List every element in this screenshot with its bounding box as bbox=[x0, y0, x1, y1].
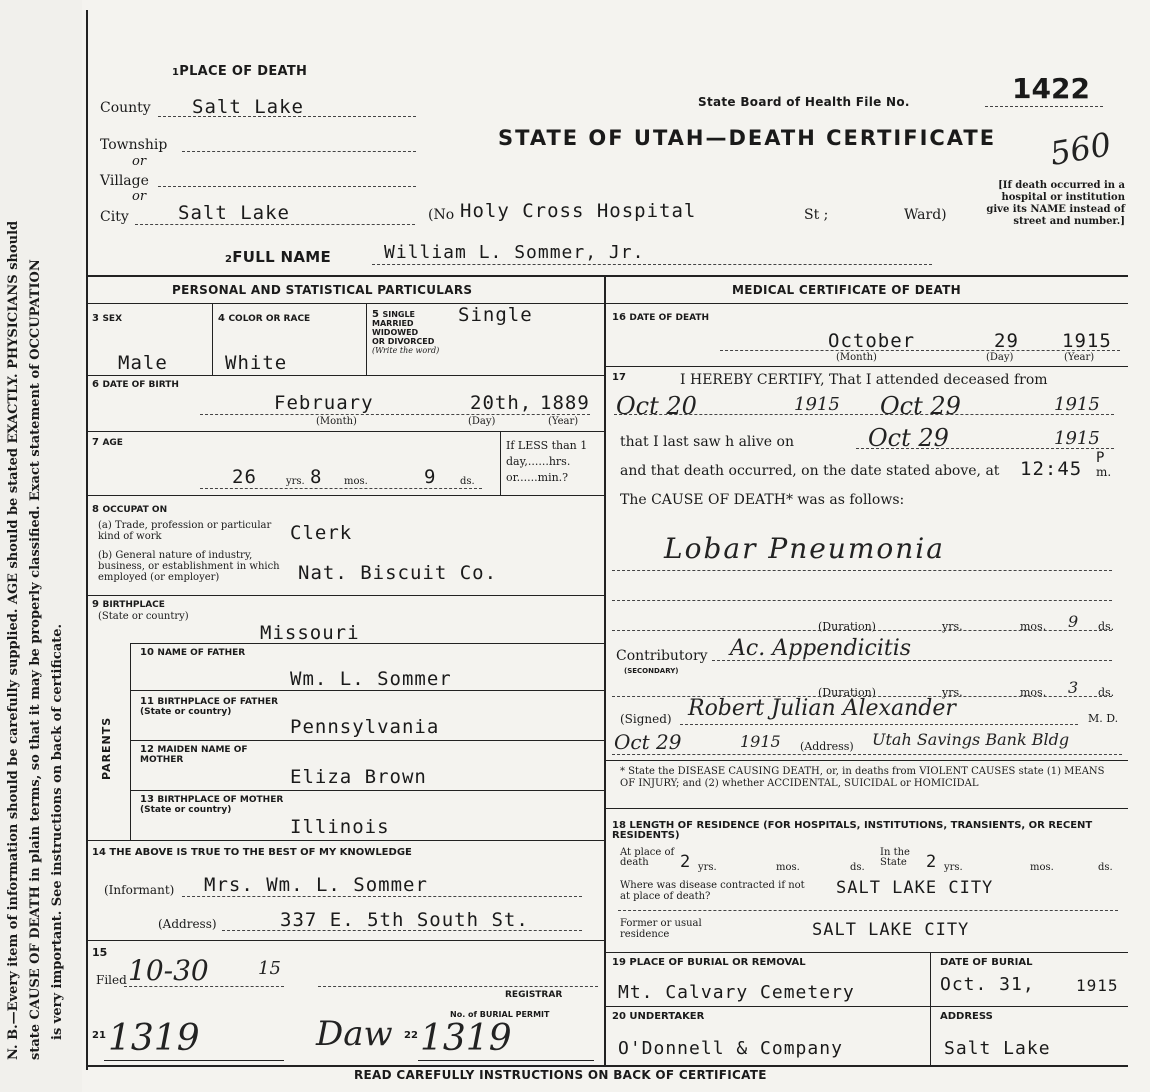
hospital-note: [If death occurred in a hospital or institution give its NAME instead of street and number.] bbox=[986, 180, 1125, 227]
contrib-mos: mos. bbox=[1020, 686, 1047, 699]
rule-section-header bbox=[88, 303, 1128, 304]
duration-label: (Duration) bbox=[818, 620, 876, 633]
occupation-label: 8 OCCUPAT ON bbox=[92, 504, 168, 515]
ds-unit: ds. bbox=[460, 476, 475, 487]
sidebar-line-1: N. B.—Every item of information should be carefully supplied. AGE should be stated EXACTLY. PHYSICIANS should bbox=[6, 220, 21, 1060]
last-saw-text: that I last saw h alive on bbox=[620, 434, 794, 450]
full-name-label: 2FULL NAME bbox=[225, 248, 332, 266]
in-state-years: 2 bbox=[926, 852, 938, 872]
contributory-value: Ac. Appendicitis bbox=[730, 636, 912, 661]
age-line bbox=[200, 488, 482, 489]
contracted-value: SALT LAKE CITY bbox=[836, 878, 994, 898]
registrar-line bbox=[318, 986, 598, 987]
attended-from: Oct 20 bbox=[616, 392, 697, 420]
rule-father-bp-top bbox=[130, 690, 604, 691]
burial-date-label: DATE OF BURIAL bbox=[940, 957, 1033, 968]
former-residence-label: Former or usual residence bbox=[620, 918, 702, 940]
instructions-sidebar bbox=[0, 0, 82, 1092]
place-of-death-label: 1PLACE OF DEATH bbox=[172, 64, 308, 79]
filed-year: 15 bbox=[258, 958, 281, 979]
field-17-number: 17 bbox=[612, 372, 626, 383]
race-divider bbox=[366, 303, 367, 375]
dob-year-caption: (Year) bbox=[548, 416, 579, 427]
burial-year: 1915 bbox=[1076, 976, 1119, 995]
undertaker-value: O'Donnell & Company bbox=[618, 1038, 843, 1059]
rule-residence-top bbox=[604, 808, 1128, 809]
village-line bbox=[158, 186, 416, 187]
rule-filed-top bbox=[88, 940, 604, 941]
birthplace-sub: (State or country) bbox=[98, 611, 189, 622]
medical-section-title: MEDICAL CERTIFICATE OF DEATH bbox=[732, 283, 961, 297]
death-occurred-text: and that death occurred, on the date stated above, at bbox=[620, 463, 1000, 479]
rule-burial-top bbox=[604, 952, 1128, 953]
attended-to: Oct 29 bbox=[880, 392, 961, 420]
filed-label: Filed bbox=[96, 973, 127, 987]
dod-day: 29 bbox=[994, 330, 1019, 352]
age-years: 26 bbox=[232, 466, 257, 488]
sex-label: 3 SEX bbox=[92, 313, 123, 324]
st-label: St ; bbox=[804, 207, 829, 223]
dob-year: 1889 bbox=[540, 392, 590, 414]
informant-label: (Informant) bbox=[104, 883, 175, 897]
cause-value: Lobar Pneumonia bbox=[664, 532, 945, 565]
burial-place-value: Mt. Calvary Cemetery bbox=[618, 982, 855, 1003]
signed-year: 1915 bbox=[740, 732, 781, 751]
cause-line-2 bbox=[612, 600, 1112, 601]
at-place-years: 2 bbox=[680, 852, 692, 872]
dod-line bbox=[720, 350, 1120, 351]
township-label: Township bbox=[100, 137, 168, 153]
dob-day: 20th, bbox=[470, 392, 533, 414]
registrar-signature: Daw bbox=[316, 1014, 393, 1054]
county-value: Salt Lake bbox=[192, 96, 304, 118]
or-text-1: or bbox=[132, 154, 147, 169]
cause-footnote: * State the DISEASE CAUSING DEATH, or, in deaths from VIOLENT CAUSES state (1) MEANS OF INJURY; and (2) whether ACCIDENTAL, SUICIDAL or HOMICIDAL bbox=[620, 766, 1105, 789]
undertaker-label: 20 UNDERTAKER bbox=[612, 1011, 705, 1022]
md-label: M. D. bbox=[1088, 712, 1119, 725]
dod-day-caption: (Day) bbox=[986, 352, 1014, 363]
address-label: (Address) bbox=[158, 917, 217, 931]
in-state-mos: mos. bbox=[1030, 862, 1054, 873]
burial-date-value: Oct. 31, bbox=[940, 974, 1035, 995]
physician-address-label: (Address) bbox=[800, 740, 854, 753]
township-line bbox=[182, 151, 416, 152]
registration-line-1 bbox=[104, 1060, 284, 1061]
rule-certify-top bbox=[604, 366, 1128, 367]
city-value: Salt Lake bbox=[178, 202, 290, 224]
file-number-line bbox=[985, 106, 1103, 107]
no-label: (No bbox=[428, 207, 455, 223]
dob-line bbox=[200, 414, 590, 415]
rule-occupation-top bbox=[88, 495, 604, 496]
marital-value: Single bbox=[458, 304, 533, 326]
field-21-number: 21 bbox=[92, 1030, 106, 1041]
in-state-label: In the State bbox=[880, 847, 910, 868]
column-divider bbox=[604, 275, 606, 1065]
mos-unit: mos. bbox=[344, 476, 368, 487]
burial-permit-label: No. of BURIAL PERMIT bbox=[450, 1010, 550, 1019]
dob-day-caption: (Day) bbox=[468, 416, 496, 427]
cause-label: The CAUSE OF DEATH* was as follows: bbox=[620, 492, 905, 508]
sidebar-line-2: state CAUSE OF DEATH in plain terms, so that it may be properly classified. Exact statement of OCCUPATION bbox=[28, 259, 43, 1060]
rule-mother-bp-top bbox=[130, 790, 604, 791]
signed-line bbox=[680, 724, 1078, 725]
sex-divider bbox=[212, 303, 213, 375]
filed-value: 10-30 bbox=[128, 954, 209, 987]
time-of-death: 12:45 bbox=[1020, 458, 1083, 480]
physician-signature: Robert Julian Alexander bbox=[688, 696, 956, 721]
dod-year-caption: (Year) bbox=[1064, 352, 1095, 363]
burial-place-label: 19 PLACE OF BURIAL OR REMOVAL bbox=[612, 957, 806, 968]
dob-month: February bbox=[274, 392, 374, 414]
age-days: 9 bbox=[424, 466, 437, 488]
father-label: 10 NAME OF FATHER bbox=[140, 647, 246, 658]
or-text-2: or bbox=[132, 189, 147, 204]
full-name-line bbox=[372, 264, 932, 265]
at-place-mos: mos. bbox=[776, 862, 800, 873]
sidebar-line-3: is very important. See instructions on back of certificate. bbox=[50, 623, 65, 1040]
dob-month-caption: (Month) bbox=[316, 416, 357, 427]
occupation-b-value: Nat. Biscuit Co. bbox=[298, 562, 498, 584]
rule-top bbox=[88, 275, 1128, 277]
city-label: City bbox=[100, 209, 129, 225]
county-label: County bbox=[100, 100, 151, 116]
birthplace-label: 9 BIRTHPLACE bbox=[92, 599, 165, 610]
undertaker-address-value: Salt Lake bbox=[944, 1038, 1051, 1059]
attended-to-year: 1915 bbox=[1054, 394, 1100, 415]
attended-from-year: 1915 bbox=[794, 394, 840, 415]
at-place-label: At place of death bbox=[620, 847, 675, 868]
father-value: Wm. L. Sommer bbox=[290, 668, 452, 690]
dod-year: 1915 bbox=[1062, 330, 1112, 352]
certificate-title: STATE OF UTAH—DEATH CERTIFICATE bbox=[498, 126, 997, 150]
rule-parents-top bbox=[130, 643, 604, 644]
at-place-ds: ds. bbox=[850, 862, 865, 873]
birthplace-value: Missouri bbox=[260, 622, 360, 644]
registrar-label: REGISTRAR bbox=[505, 990, 563, 1000]
father-birthplace-label: 11 BIRTHPLACE OF FATHER (State or country) bbox=[140, 696, 279, 717]
left-border bbox=[86, 10, 88, 1070]
dod-label: 16 DATE OF DEATH bbox=[612, 312, 710, 323]
duration-yrs: yrs. bbox=[942, 620, 963, 633]
contributory-label: Contributory bbox=[616, 648, 708, 664]
dod-month-caption: (Month) bbox=[836, 352, 877, 363]
signed-label: (Signed) bbox=[620, 712, 672, 726]
parents-label: PARENTS bbox=[100, 716, 113, 780]
informant-value: Mrs. Wm. L. Sommer bbox=[204, 874, 428, 896]
burial-divider bbox=[930, 952, 931, 1065]
occupation-a-value: Clerk bbox=[290, 522, 353, 544]
duration-ds: ds. bbox=[1098, 620, 1115, 633]
mother-label: 12 MAIDEN NAME OF MOTHER bbox=[140, 744, 248, 765]
contrib-ds: ds. bbox=[1098, 686, 1115, 699]
physician-address: Utah Savings Bank Bldg bbox=[872, 730, 1070, 749]
village-label: Village bbox=[100, 173, 149, 189]
registration-number-2: 1319 bbox=[420, 1018, 512, 1059]
personal-section-title: PERSONAL AND STATISTICAL PARTICULARS bbox=[172, 283, 473, 297]
stamp-number: 560 bbox=[1047, 124, 1114, 174]
registration-number-1: 1319 bbox=[108, 1018, 200, 1059]
age-months: 8 bbox=[310, 466, 323, 488]
contrib-yrs: yrs. bbox=[942, 686, 963, 699]
contributory-days: 3 bbox=[1068, 678, 1079, 697]
signed-date: Oct 29 bbox=[614, 730, 682, 754]
rule-footnote-top bbox=[604, 760, 1128, 761]
race-value: White bbox=[225, 352, 288, 374]
file-number-label: State Board of Health File No. bbox=[698, 95, 910, 109]
duration-mos: mos. bbox=[1020, 620, 1047, 633]
yrs-unit: yrs. bbox=[286, 476, 305, 487]
registration-line-2 bbox=[418, 1060, 594, 1061]
dod-month: October bbox=[828, 330, 916, 352]
age-divider bbox=[500, 431, 501, 495]
age-label: 7 AGE bbox=[92, 437, 123, 448]
duration-days: 9 bbox=[1068, 612, 1079, 631]
dob-label: 6 DATE OF BIRTH bbox=[92, 379, 179, 390]
contracted-label: Where was disease contracted if not at place of death? bbox=[620, 880, 805, 902]
address-value: 337 E. 5th South St. bbox=[280, 909, 529, 931]
contracted-line bbox=[618, 910, 1118, 911]
rule-birthplace-top bbox=[88, 595, 604, 596]
sex-value: Male bbox=[118, 352, 168, 374]
mother-birthplace-value: Illinois bbox=[290, 816, 390, 838]
certify-text: I HEREBY CERTIFY, That I attended deceased from bbox=[680, 372, 1048, 388]
street-value: Holy Cross Hospital bbox=[460, 200, 697, 222]
secondary-label: (SECONDARY) bbox=[624, 667, 679, 675]
race-label: 4 COLOR OR RACE bbox=[218, 313, 311, 324]
field-15-number: 15 bbox=[92, 946, 108, 959]
mother-birthplace-label: 13 BIRTHPLACE OF MOTHER (State or country) bbox=[140, 794, 284, 815]
true-statement: 14 THE ABOVE IS TRUE TO THE BEST OF MY KNOWLEDGE bbox=[92, 847, 412, 858]
occupation-b-label: (b) General nature of industry, business, or establishment in which employed (or employer) bbox=[98, 550, 280, 583]
field-22-number: 22 bbox=[404, 1030, 418, 1041]
footer-instructions: READ CAREFULLY INSTRUCTIONS ON BACK OF CERTIFICATE bbox=[354, 1068, 767, 1082]
rule-mother-top bbox=[130, 740, 604, 741]
rule-informant-top bbox=[88, 840, 604, 841]
residence-label: 18 LENGTH OF RESIDENCE (FOR HOSPITALS, INSTITUTIONS, TRANSIENTS, OR RECENT RESIDENTS) bbox=[612, 820, 1093, 841]
last-saw-date: Oct 29 bbox=[868, 424, 949, 452]
cause-line-1 bbox=[612, 570, 1112, 571]
former-residence-value: SALT LAKE CITY bbox=[812, 920, 970, 940]
last-saw-year: 1915 bbox=[1054, 428, 1100, 449]
full-name-value: William L. Sommer, Jr. bbox=[384, 242, 645, 263]
time-unit: P bbox=[1096, 450, 1105, 466]
informant-line bbox=[182, 896, 582, 897]
less-than-day: If LESS than 1 day,......hrs. or......min.? bbox=[506, 439, 588, 484]
at-place-yrs: yrs. bbox=[698, 862, 717, 873]
occupation-a-label: (a) Trade, profession or particular kind of work bbox=[98, 520, 272, 542]
marital-label: 5 SINGLE MARRIED WIDOWED OR DIVORCED (Write the word) bbox=[372, 309, 440, 355]
ward-label: Ward) bbox=[904, 207, 947, 223]
physician-address-line bbox=[612, 754, 1122, 755]
parents-divider bbox=[130, 643, 131, 840]
rule-undertaker-top bbox=[604, 1006, 1128, 1007]
rule-dob-top bbox=[88, 375, 604, 376]
rule-bottom bbox=[88, 1065, 1128, 1067]
father-birthplace-value: Pennsylvania bbox=[290, 716, 440, 738]
city-line bbox=[135, 224, 415, 225]
rule-age-top bbox=[88, 431, 604, 432]
in-state-ds: ds. bbox=[1098, 862, 1113, 873]
mother-value: Eliza Brown bbox=[290, 766, 427, 788]
contrib-duration-label: (Duration) bbox=[818, 686, 876, 699]
in-state-yrs: yrs. bbox=[944, 862, 963, 873]
time-m: m. bbox=[1096, 465, 1112, 479]
file-number: 1422 bbox=[1012, 72, 1090, 105]
undertaker-address-label: ADDRESS bbox=[940, 1011, 993, 1022]
